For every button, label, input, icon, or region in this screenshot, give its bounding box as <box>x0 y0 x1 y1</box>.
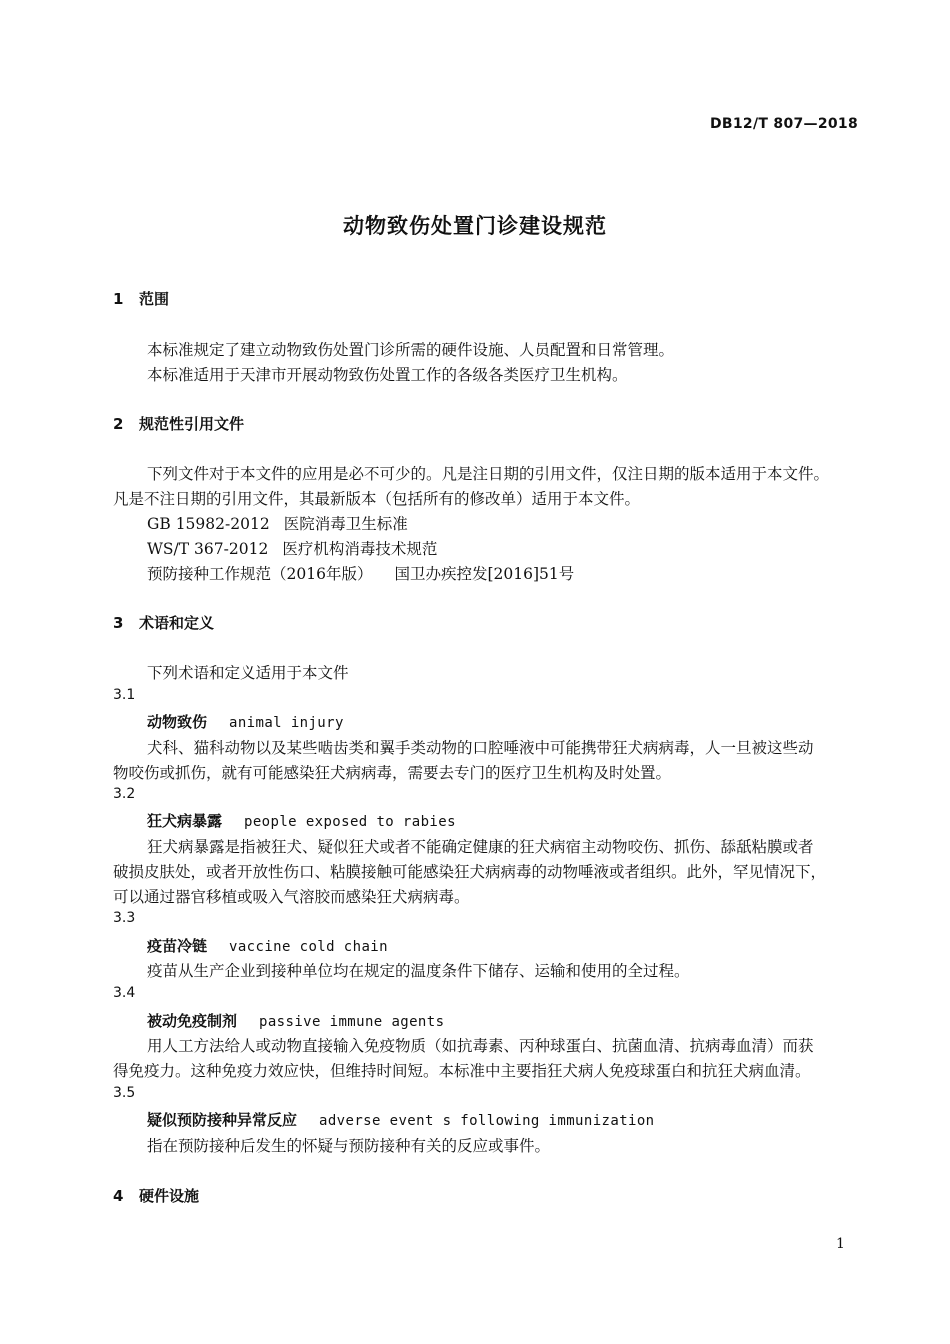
paragraph: 凡是不注日期的引用文件，其最新版本（包括所有的修改单）适用于本文件。 <box>113 490 641 508</box>
term-number: 3.2 <box>113 786 136 802</box>
paragraph: 本标准规定了建立动物致伤处置门诊所需的硬件设施、人员配置和日常管理。 <box>147 341 675 359</box>
page-number: 1 <box>836 1236 845 1252</box>
reference-item: GB 15982-2012 医院消毒卫生标准 <box>147 515 408 533</box>
term-definition: 狂犬病暴露是指被狂犬、疑似狂犬或者不能确定健康的狂犬病宿主动物咬伤、抓伤、舔舐粘膜或者 <box>147 838 814 856</box>
term-number: 3.5 <box>113 1085 136 1101</box>
term-title: 疑似预防接种异常反应 adverse event s following immunization <box>147 1111 655 1129</box>
paragraph: 下列文件对于本文件的应用是必不可少的。凡是注日期的引用文件，仅注日期的版本适用于本文件。 <box>147 465 830 483</box>
term-number: 3.1 <box>113 687 136 703</box>
term-title: 狂犬病暴露 people exposed to rabies <box>147 812 456 830</box>
section-heading-references: 2 规范性引用文件 <box>113 415 245 433</box>
term-number: 3.3 <box>113 910 136 926</box>
section-heading-scope: 1 范围 <box>113 290 170 308</box>
reference-item: WS/T 367-2012 医疗机构消毒技术规范 <box>147 540 438 558</box>
term-definition: 疫苗从生产企业到接种单位均在规定的温度条件下储存、运输和使用的全过程。 <box>147 962 690 980</box>
term-definition: 可以通过器官移植或吸入气溶胶而感染狂犬病病毒。 <box>113 888 470 906</box>
paragraph: 下列术语和定义适用于本文件 <box>147 664 349 682</box>
reference-item: 预防接种工作规范（2016年版） 国卫办疾控发[2016]51号 <box>147 565 575 583</box>
term-definition: 犬科、猫科动物以及某些啮齿类和翼手类动物的口腔唾液中可能携带狂犬病病毒，人一旦被这些动 <box>147 739 814 757</box>
term-definition: 破损皮肤处，或者开放性伤口、粘膜接触可能感染狂犬病病毒的动物唾液或者组织。此外，罕见情况下， <box>113 863 827 881</box>
term-definition: 物咬伤或抓伤，就有可能感染狂犬病病毒，需要去专门的医疗卫生机构及时处置。 <box>113 764 672 782</box>
term-title: 动物致伤 animal injury <box>147 713 344 731</box>
section-heading-hardware: 4 硬件设施 <box>113 1187 200 1205</box>
term-title: 被动免疫制剂 passive immune agents <box>147 1012 445 1030</box>
term-definition: 得免疫力。这种免疫力效应快，但维持时间短。本标准中主要指狂犬病人免疫球蛋白和抗狂犬病血清。 <box>113 1062 811 1080</box>
paragraph: 本标准适用于天津市开展动物致伤处置工作的各级各类医疗卫生机构。 <box>147 366 628 384</box>
term-title: 疫苗冷链 vaccine cold chain <box>147 937 388 955</box>
term-definition: 用人工方法给人或动物直接输入免疫物质（如抗毒素、丙种球蛋白、抗菌血清、抗病毒血清）而获 <box>147 1037 814 1055</box>
term-number: 3.4 <box>113 985 136 1001</box>
term-definition: 指在预防接种后发生的怀疑与预防接种有关的反应或事件。 <box>147 1137 551 1155</box>
document-id: DB12/T 807—2018 <box>710 116 858 132</box>
section-heading-terms: 3 术语和定义 <box>113 614 215 632</box>
document-title: 动物致伤处置门诊建设规范 <box>343 214 607 238</box>
